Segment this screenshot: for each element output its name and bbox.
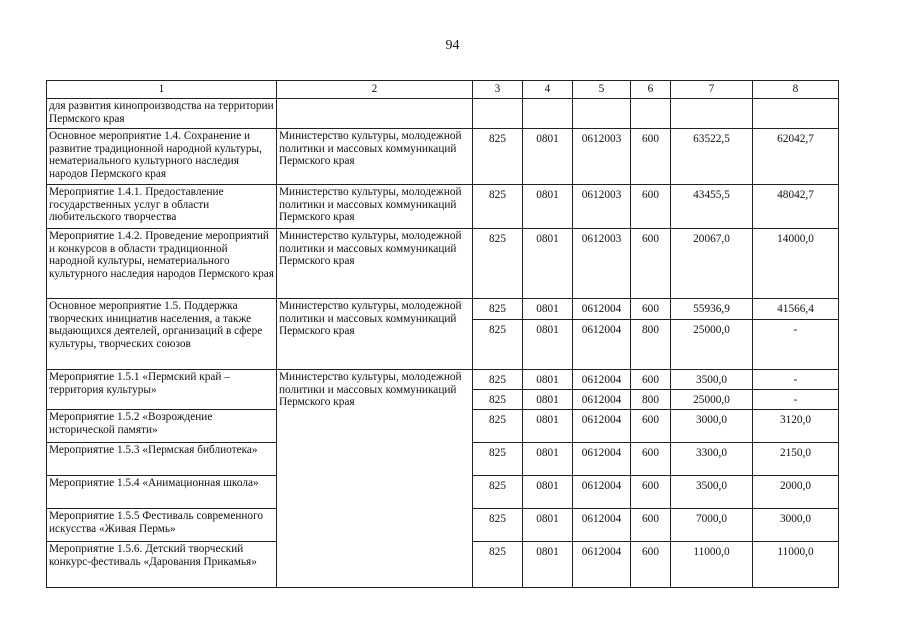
column-header: 1 <box>47 81 277 99</box>
amount-col8: 48042,7 <box>753 185 839 229</box>
responsible-org: Министерство культуры, молодежной политики и массовых коммуникаций Пермского края <box>277 299 473 370</box>
ministry-code: 825 <box>473 476 523 509</box>
amount-col8: - <box>753 390 839 410</box>
amount-col8: 2150,0 <box>753 443 839 476</box>
amount-col7: 3300,0 <box>671 443 753 476</box>
target-code: 0612003 <box>573 185 631 229</box>
section-code: 0801 <box>523 542 573 588</box>
amount-col7: 3000,0 <box>671 410 753 443</box>
table-row <box>47 299 839 320</box>
section-code: 0801 <box>523 320 573 370</box>
target-code: 0612004 <box>573 390 631 410</box>
target-code: 0612004 <box>573 476 631 509</box>
activity-name: Основное мероприятие 1.5. Поддержка творческих инициатив населения, а также выдающихся деятелей, организаций в сфере культуры, творческих союзов <box>47 299 277 370</box>
ministry-code: 825 <box>473 410 523 443</box>
section-code: 0801 <box>523 476 573 509</box>
expense-type: 600 <box>631 542 671 588</box>
target-code: 0612003 <box>573 129 631 185</box>
amount-col8: - <box>753 370 839 390</box>
table-row <box>47 185 839 229</box>
target-code: 0612003 <box>573 229 631 299</box>
ministry-code: 825 <box>473 509 523 542</box>
expense-type: 600 <box>631 185 671 229</box>
ministry-code: 825 <box>473 390 523 410</box>
amount-col8: 3000,0 <box>753 509 839 542</box>
responsible-org <box>277 99 473 129</box>
amount-col8: 2000,0 <box>753 476 839 509</box>
table-row <box>47 370 839 390</box>
cell <box>523 99 573 129</box>
expense-type: 600 <box>631 410 671 443</box>
amount-col8: 62042,7 <box>753 129 839 185</box>
activity-name: для развития кинопроизводства на территории Пермского края <box>47 99 277 129</box>
amount-col7: 55936,9 <box>671 299 753 320</box>
expense-type: 800 <box>631 320 671 370</box>
target-code: 0612004 <box>573 410 631 443</box>
target-code: 0612004 <box>573 320 631 370</box>
ministry-code: 825 <box>473 229 523 299</box>
target-code: 0612004 <box>573 443 631 476</box>
table-row <box>47 229 839 299</box>
expense-type: 600 <box>631 443 671 476</box>
activity-name: Мероприятие 1.5.3 «Пермская библиотека» <box>47 443 277 476</box>
table-row <box>47 129 839 185</box>
cell <box>573 99 631 129</box>
column-header: 5 <box>573 81 631 99</box>
column-header: 7 <box>671 81 753 99</box>
target-code: 0612004 <box>573 542 631 588</box>
section-code: 0801 <box>523 370 573 390</box>
activity-name: Мероприятие 1.5.6. Детский творческий конкурс-фестиваль «Дарования Прикамья» <box>47 542 277 588</box>
ministry-code: 825 <box>473 320 523 370</box>
amount-col8: 14000,0 <box>753 229 839 299</box>
section-code: 0801 <box>523 229 573 299</box>
expense-type: 600 <box>631 129 671 185</box>
activity-name: Мероприятие 1.4.2. Проведение мероприятий и конкурсов в области традиционной народной культуры, нематериального культурного наследия народов Пермского края <box>47 229 277 299</box>
responsible-org: Министерство культуры, молодежной политики и массовых коммуникаций Пермского края <box>277 129 473 185</box>
responsible-org: Министерство культуры, молодежной политики и массовых коммуникаций Пермского края <box>277 370 473 588</box>
amount-col7: 11000,0 <box>671 542 753 588</box>
expense-type: 600 <box>631 509 671 542</box>
activity-name: Мероприятие 1.5.4 «Анимационная школа» <box>47 476 277 509</box>
expense-type: 600 <box>631 476 671 509</box>
amount-col8: 3120,0 <box>753 410 839 443</box>
column-header: 6 <box>631 81 671 99</box>
activity-name: Мероприятие 1.5.1 «Пермский край – территория культуры» <box>47 370 277 410</box>
expense-type: 800 <box>631 390 671 410</box>
ministry-code: 825 <box>473 299 523 320</box>
amount-col8: - <box>753 320 839 370</box>
section-code: 0801 <box>523 509 573 542</box>
amount-col7: 25000,0 <box>671 390 753 410</box>
expense-type: 600 <box>631 229 671 299</box>
activity-name: Основное мероприятие 1.4. Сохранение и развитие традиционной народной культуры, нематериального культурного наследия народов Пермского края <box>47 129 277 185</box>
column-header: 4 <box>523 81 573 99</box>
amount-col7: 3500,0 <box>671 476 753 509</box>
cell <box>671 99 753 129</box>
section-code: 0801 <box>523 299 573 320</box>
budget-table <box>46 80 839 588</box>
amount-col7: 43455,5 <box>671 185 753 229</box>
section-code: 0801 <box>523 129 573 185</box>
amount-col7: 20067,0 <box>671 229 753 299</box>
expense-type: 600 <box>631 370 671 390</box>
amount-col8: 11000,0 <box>753 542 839 588</box>
ministry-code: 825 <box>473 443 523 476</box>
responsible-org: Министерство культуры, молодежной политики и массовых коммуникаций Пермского края <box>277 185 473 229</box>
ministry-code: 825 <box>473 185 523 229</box>
cell <box>753 99 839 129</box>
column-header: 3 <box>473 81 523 99</box>
responsible-org: Министерство культуры, молодежной политики и массовых коммуникаций Пермского края <box>277 229 473 299</box>
expense-type: 600 <box>631 299 671 320</box>
amount-col7: 25000,0 <box>671 320 753 370</box>
section-code: 0801 <box>523 443 573 476</box>
activity-name: Мероприятие 1.4.1. Предоставление государственных услуг в области любительского творчества <box>47 185 277 229</box>
section-code: 0801 <box>523 185 573 229</box>
amount-col8: 41566,4 <box>753 299 839 320</box>
column-header: 8 <box>753 81 839 99</box>
ministry-code: 825 <box>473 129 523 185</box>
target-code: 0612004 <box>573 299 631 320</box>
column-header: 2 <box>277 81 473 99</box>
amount-col7: 3500,0 <box>671 370 753 390</box>
section-code: 0801 <box>523 410 573 443</box>
activity-name: Мероприятие 1.5.2 «Возрождение исторической памяти» <box>47 410 277 443</box>
section-code: 0801 <box>523 390 573 410</box>
target-code: 0612004 <box>573 370 631 390</box>
activity-name: Мероприятие 1.5.5 Фестиваль современного искусства «Живая Пермь» <box>47 509 277 542</box>
page-number: 94 <box>445 38 460 53</box>
amount-col7: 7000,0 <box>671 509 753 542</box>
cell <box>631 99 671 129</box>
ministry-code: 825 <box>473 542 523 588</box>
target-code: 0612004 <box>573 509 631 542</box>
table-header-row <box>47 81 839 99</box>
amount-col7: 63522,5 <box>671 129 753 185</box>
cell <box>473 99 523 129</box>
table-row <box>47 99 839 129</box>
ministry-code: 825 <box>473 370 523 390</box>
